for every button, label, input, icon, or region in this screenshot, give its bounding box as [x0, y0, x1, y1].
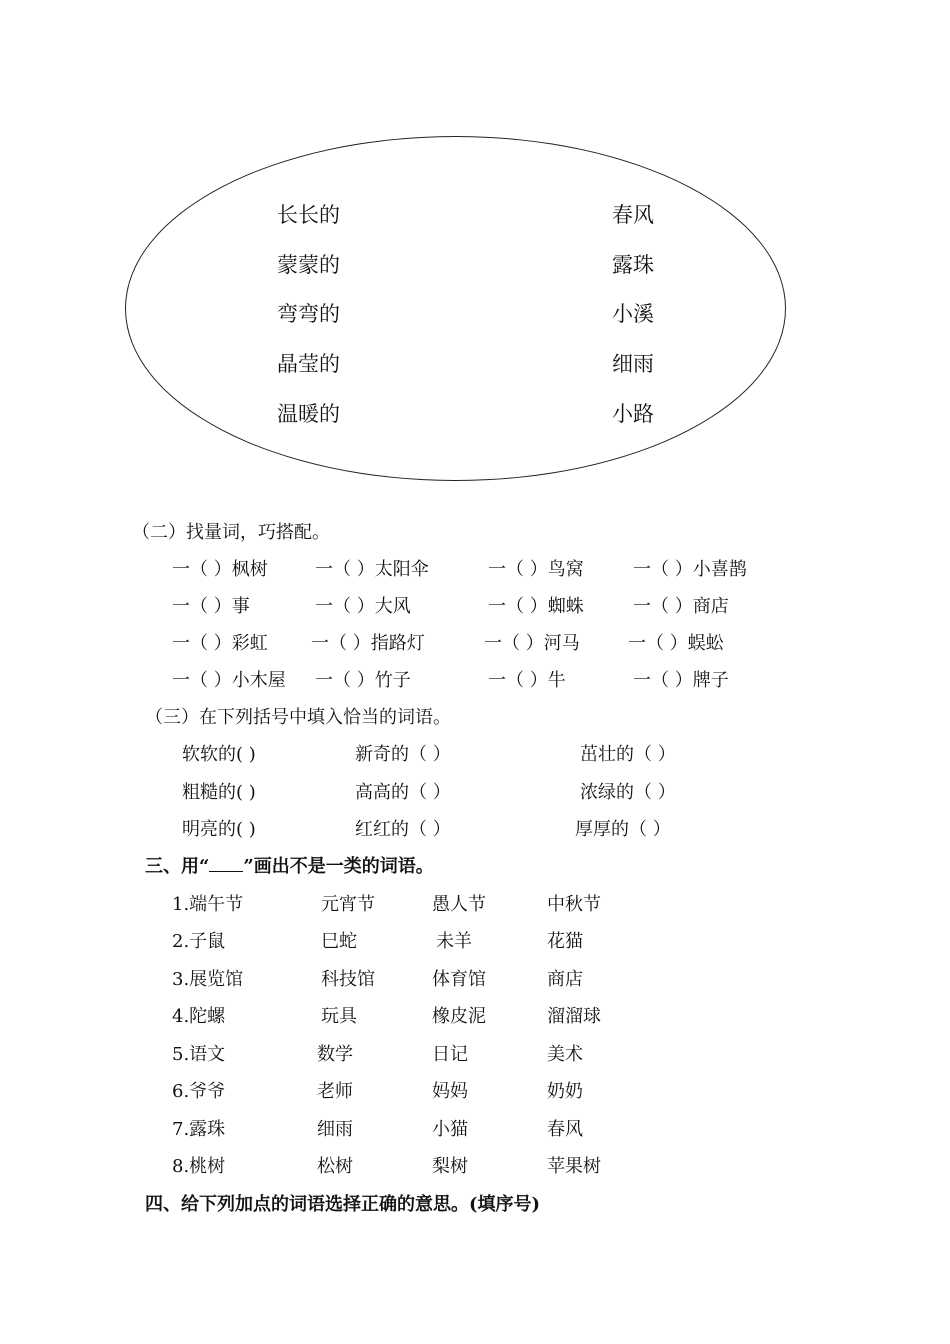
part3-title-suffix: ”画出不是一类的词语。	[243, 856, 434, 877]
measure-item: 一（ ）蜘蛛	[488, 596, 584, 617]
oval-right-word-1: 春风	[612, 203, 654, 227]
oval-right-word-2: 露珠	[612, 253, 654, 277]
fill-item: 软软的( )	[182, 744, 256, 765]
measure-item: 一（ ）牛	[488, 670, 566, 691]
word-item: 愚人节	[432, 894, 486, 915]
underline-sample	[209, 855, 243, 872]
fill-item: 高高的（ ）	[355, 782, 451, 803]
measure-item: 一（ ）指路灯	[311, 633, 425, 654]
word-item: 苹果树	[547, 1156, 601, 1177]
fill-item: 茁壮的（ ）	[580, 744, 676, 765]
word-item: 数学	[317, 1044, 353, 1065]
measure-item: 一（ ）小喜鹊	[633, 559, 747, 580]
word-item: 1.端午节	[172, 894, 244, 915]
word-item: 中秋节	[547, 894, 601, 915]
word-item: 日记	[432, 1044, 468, 1065]
oval-left-word-3: 弯弯的	[277, 302, 340, 326]
word-item: 8.桃树	[172, 1156, 226, 1177]
measure-item: 一（ ）竹子	[315, 670, 411, 691]
measure-item: 一（ ）鸟窝	[488, 559, 584, 580]
measure-item: 一（ ）大风	[315, 596, 411, 617]
measure-item: 一（ ）彩虹	[172, 633, 268, 654]
word-item: 商店	[547, 969, 583, 990]
measure-item: 一（ ）太阳伞	[315, 559, 429, 580]
oval-right-word-5: 小路	[612, 402, 654, 426]
fill-item: 红红的（ ）	[355, 819, 451, 840]
word-item: 花猫	[547, 931, 583, 952]
word-item: 5.语文	[172, 1044, 226, 1065]
fill-item: 厚厚的（ ）	[575, 819, 671, 840]
word-item: 春风	[547, 1119, 583, 1140]
word-item: 松树	[317, 1156, 353, 1177]
word-item: 橡皮泥	[432, 1006, 486, 1027]
measure-item: 一（ ）商店	[633, 596, 729, 617]
matching-oval	[125, 136, 786, 481]
word-item: 奶奶	[547, 1081, 583, 1102]
word-item: 小猫	[432, 1119, 468, 1140]
word-item: 细雨	[317, 1119, 353, 1140]
word-item: 4.陀螺	[172, 1006, 226, 1027]
oval-left-word-2: 蒙蒙的	[277, 253, 340, 277]
word-item: 巳蛇	[321, 931, 357, 952]
measure-item: 一（ ）小木屋	[172, 670, 286, 691]
measure-item: 一（ ）牌子	[633, 670, 729, 691]
measure-item: 一（ ）河马	[484, 633, 580, 654]
part3-title-prefix: 三、用“	[145, 856, 210, 877]
word-item: 7.露珠	[172, 1119, 226, 1140]
word-item: 梨树	[432, 1156, 468, 1177]
oval-right-word-4: 细雨	[612, 352, 654, 376]
word-item: 6.爷爷	[172, 1081, 226, 1102]
word-item: 2.子鼠	[172, 931, 226, 952]
word-item: 溜溜球	[547, 1006, 601, 1027]
part3-title	[145, 855, 434, 879]
oval-right-word-3: 小溪	[612, 302, 654, 326]
word-item: 元宵节	[321, 894, 375, 915]
word-item: 美术	[547, 1044, 583, 1065]
oval-left-word-1: 长长的	[277, 203, 340, 227]
word-item: 老师	[317, 1081, 353, 1102]
measure-item: 一（ ）事	[172, 596, 250, 617]
part4-title: 四、给下列加点的词语选择正确的意思。(填序号)	[145, 1194, 541, 1215]
oval-left-word-5: 温暖的	[277, 402, 340, 426]
measure-item: 一（ ）枫树	[172, 559, 268, 580]
measure-item: 一（ ）蜈蚣	[628, 633, 724, 654]
word-item: 妈妈	[432, 1081, 468, 1102]
word-item: 3.展览馆	[172, 969, 244, 990]
word-item: 科技馆	[321, 969, 375, 990]
word-item: 玩具	[321, 1006, 357, 1027]
word-item: 体育馆	[432, 969, 486, 990]
fill-item: 浓绿的（ ）	[580, 782, 676, 803]
section3-title: （三）在下列括号中填入恰当的词语。	[145, 707, 451, 728]
oval-left-word-4: 晶莹的	[277, 352, 340, 376]
section2-title: （二）找量词，巧搭配。	[132, 522, 330, 543]
fill-item: 明亮的( )	[182, 819, 256, 840]
fill-item: 新奇的（ ）	[355, 744, 451, 765]
word-item: 未羊	[436, 931, 472, 952]
fill-item: 粗糙的( )	[182, 782, 256, 803]
